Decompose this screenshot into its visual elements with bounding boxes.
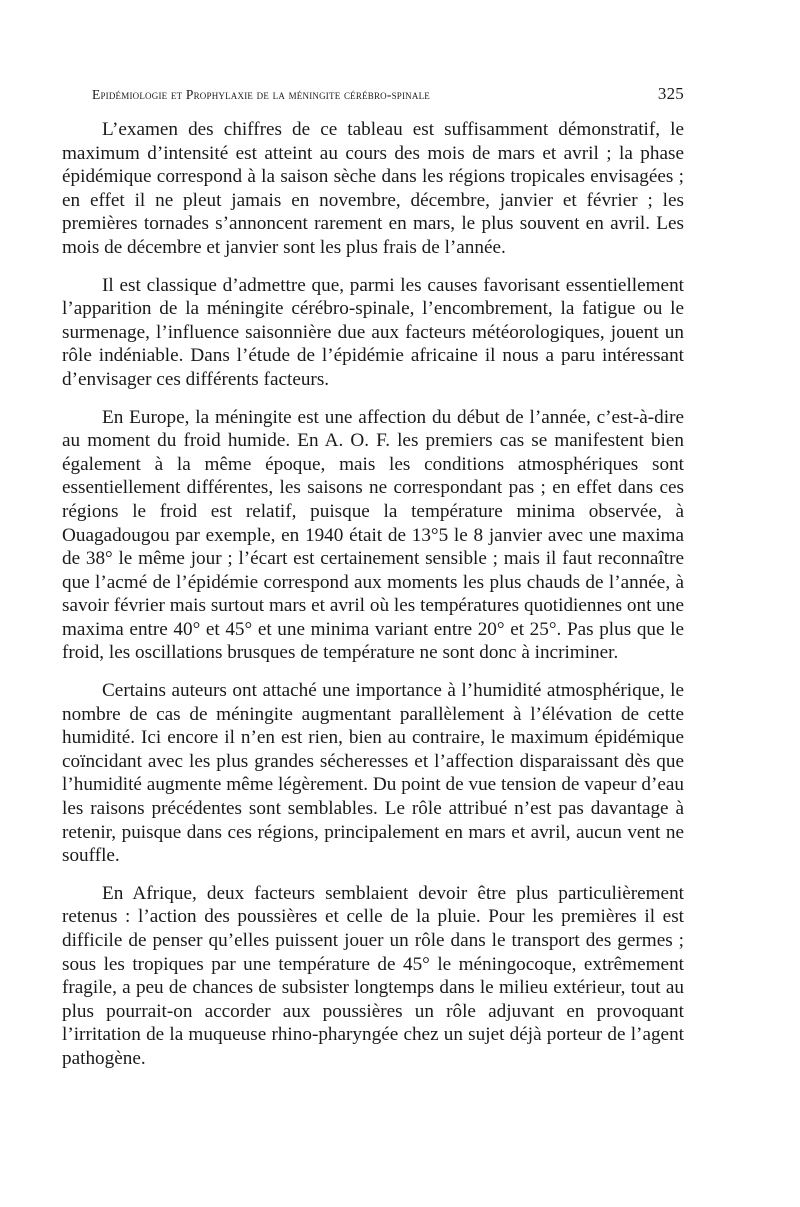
running-header xyxy=(92,84,684,104)
paragraph: Il est classique d’admettre que, parmi les causes favorisant essentiellement l’apparition de la méningite cérébro-spinale, l’encombrement, la fatigue ou le surmenage, l’influence saisonnière due aux facteurs météorologiques, jouent un rôle indéniable. Dans l’étude de l’épidémie africaine il nous a paru intéressant d’envisager ces différents facteurs. xyxy=(62,274,684,390)
page-number: 325 xyxy=(657,84,684,103)
paragraph: Certains auteurs ont attaché une importance à l’humidité atmosphérique, le nombre de cas de méningite augmentant parallèlement à l’élévation de cette humidité. Ici encore il n’en est rien, bien au contraire, le maximum épidémique coïncidant avec les plus grandes sécheresses et l’affection disparaissant dès que l’humidité augmente même légèrement. Du point de vue tension de vapeur d’eau les raisons précédentes sont semblables. Le rôle attribué n’est pas davantage à retenir, puisque dans ces régions, principalement en mars et avril, aucun vent ne souffle. xyxy=(62,680,684,867)
paragraph: En Europe, la méningite est une affection du début de l’année, c’est-à-dire au moment du froid humide. En A. O. F. les premiers cas se manifestent bien également à la même époque, mais les conditions atmosphériques sont essentiellement différentes, les saisons ne correspondant pas ; en effet dans ces régions le froid est relatif, puisque la température minima observée, à Ouagadougou par exemple, en 1940 était de 13°5 le 8 janvier avec une maxima de 38° le même jour ; l’écart est certainement sensible ; mais il faut reconnaître que l’acmé de l’épidémie correspond aux moments les plus chauds de l’année, à savoir février mais surtout mars et avril où les températures quotidiennes ont une maxima entre 40° et 45° et une minima variant entre 20° et 25°. Pas plus que le froid, les oscillations brusques de température ne sont donc à incriminer. xyxy=(62,406,684,664)
paragraph: L’examen des chiffres de ce tableau est suffisamment démonstratif, le maximum d’intensité est atteint au cours des mois de mars et avril ; la phase épidémique correspond à la saison sèche dans les régions tropicales envisagées ; en effet il ne pleut jamais en novembre, décembre, janvier et février ; les premières tornades s’annoncent rarement en mars, le plus souvent en avril. Les mois de décembre et janvier sont les plus frais de l’année. xyxy=(62,119,684,258)
running-title: Epidémiologie et Prophylaxie de la méningite cérébro-spinale xyxy=(92,87,430,102)
paragraph: En Afrique, deux facteurs semblaient devoir être plus particulièrement retenus : l’action des poussières et celle de la pluie. Pour les premières il est difficile de penser qu’elles puissent jouer un rôle dans le transport des germes ; sous les tropiques par une température de 45° le méningocoque, extrêmement fragile, a peu de chances de subsister longtemps dans le milieu extérieur, tout au plus pourrait-on accorder aux poussières un rôle adjuvant en provoquant l’irritation de la muqueuse rhino-pharyngée chez un sujet déjà porteur de l’agent pathogène. xyxy=(62,882,684,1069)
book-page xyxy=(62,84,684,1085)
